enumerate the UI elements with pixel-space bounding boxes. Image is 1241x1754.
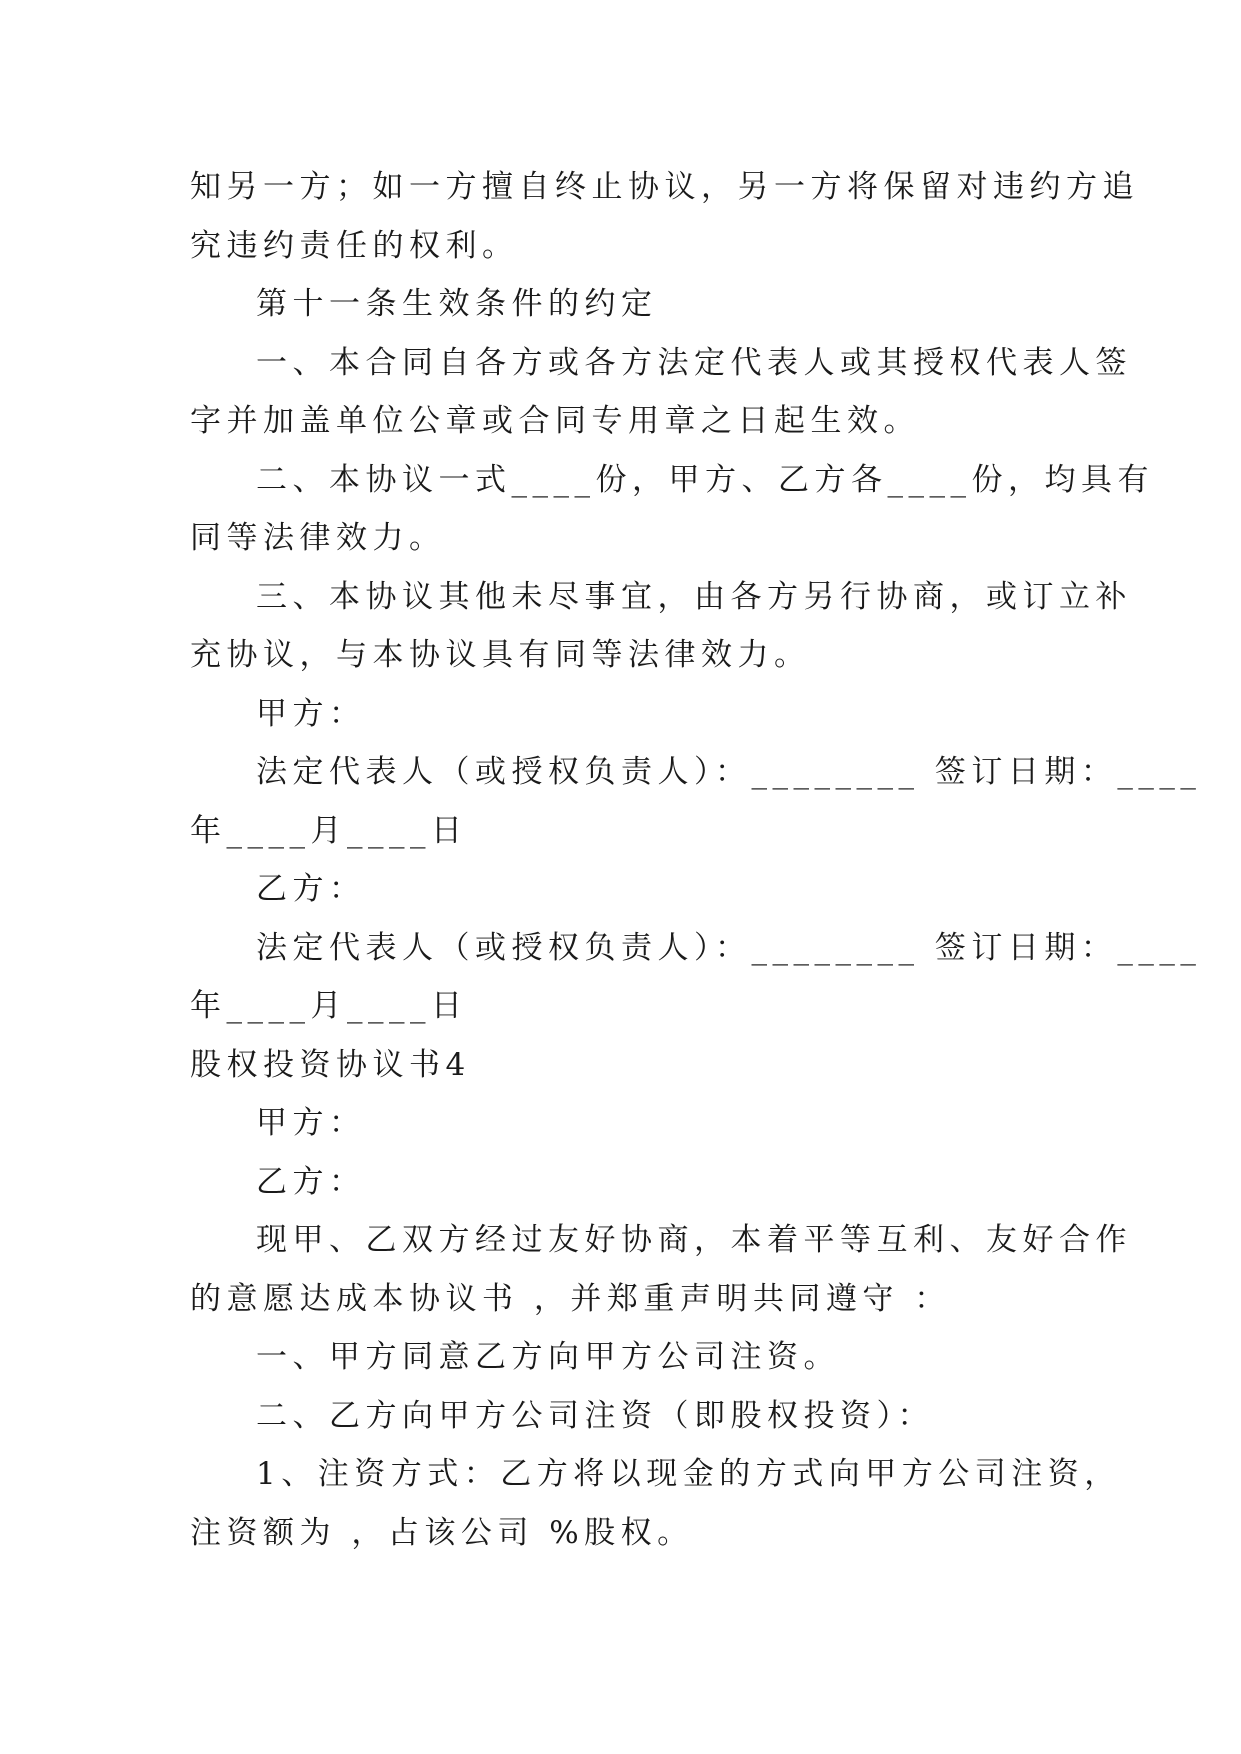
text-line: 字并加盖单位公章或合同专用章之日起生效。	[190, 403, 920, 439]
text-line: 的意愿达成本协议书 ，并郑重声明共同遵守 ：	[190, 1280, 951, 1317]
text-line: 现甲、乙双方经过友好协商，本着平等互利、友好合作	[256, 1222, 1132, 1258]
text-line: 一、甲方同意乙方向甲方公司注资。	[256, 1339, 840, 1375]
party-b-label: 乙方：	[256, 1163, 366, 1200]
signature-line: 法定代表人（或授权负责人）：________ 签订日期：____	[256, 929, 1202, 966]
document-body	[190, 158, 1202, 1562]
text-line: 二、本协议一式____份，甲方、乙方各____份，均具有	[256, 461, 1154, 498]
text-line: 一、本合同自各方或各方法定代表人或其授权代表人签	[256, 344, 1132, 381]
text-line: 三、本协议其他未尽事宜，由各方另行协商，或订立补	[256, 578, 1132, 615]
text-line: 究违约责任的权利。	[190, 227, 519, 264]
text-line: 同等法律效力。	[190, 520, 446, 556]
signature-line: 法定代表人（或授权负责人）：________ 签订日期：____	[256, 754, 1202, 790]
date-line: 年____月____日	[190, 988, 468, 1024]
text-line: 二、乙方向甲方公司注资（即股权投资）：	[256, 1397, 934, 1434]
party-a-label: 甲方：	[256, 695, 366, 732]
text-line: 充协议，与本协议具有同等法律效力。	[190, 637, 811, 673]
document-title: 股权投资协议书4	[190, 1046, 471, 1083]
text-line: 1、注资方式：乙方将以现金的方式向甲方公司注资，	[256, 1456, 1121, 1492]
party-a-label: 甲方：	[256, 1105, 366, 1141]
date-line: 年____月____日	[190, 812, 468, 849]
section-heading: 第十一条生效条件的约定	[256, 286, 658, 322]
party-b-label: 乙方：	[256, 871, 366, 907]
text-line: 注资额为 ，占该公司 %股权。	[190, 1514, 694, 1551]
text-line: 知另一方；如一方擅自终止协议，另一方将保留对违约方追	[190, 169, 1139, 205]
